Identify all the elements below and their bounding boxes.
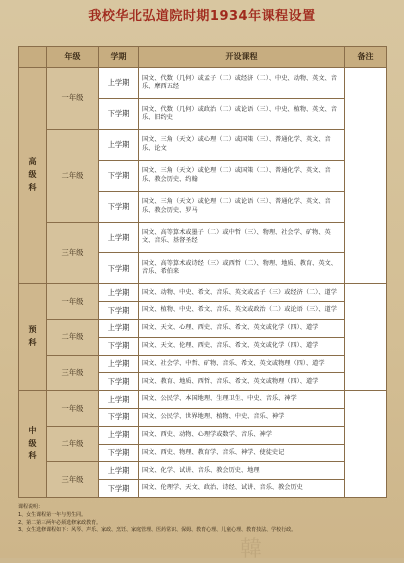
term-cell: 上学期 [99,355,139,373]
course-notes [18,504,388,535]
course-cell: 国文、代数（几何）或政治（二）或论语（三）、中史、植物、英文、音乐、旧约史 [139,98,345,129]
term-cell: 下学期 [99,408,139,426]
term-cell: 下学期 [99,373,139,391]
term-cell: 上学期 [99,284,139,302]
table-row [19,284,387,302]
grade-cell: 二年级 [47,319,99,355]
seal-stamp: 韓 [240,537,271,562]
table-row [19,391,387,409]
course-cell: 国文、植物、中史、希文、音乐、英文或政治（二）或论语（三）、道学 [139,302,345,320]
grade-cell: 二年级 [47,129,99,222]
curriculum-table-wrap [18,46,386,498]
grade-cell: 一年级 [47,391,99,427]
header-courses: 开设课程 [139,47,345,68]
table-row [19,222,387,253]
table-row [19,355,387,373]
note-item: 2、第二第三两年必须选修家政教育。 [18,519,102,526]
term-cell: 下学期 [99,98,139,129]
course-cell: 国文、西史、物理、教育学、音乐、神学、使徒史记 [139,444,345,462]
course-cell: 国文、三角（天文）或心理（二）或国策（三）、普通化学、英文、音乐、论文 [139,129,345,160]
term-cell: 下学期 [99,191,139,222]
grade-cell: 三年级 [47,355,99,391]
term-cell: 下学期 [99,302,139,320]
table-row [19,462,387,480]
course-cell: 国文、动物、中史、希文、音乐、英文或孟子（三）或经济（二）、道学 [139,284,345,302]
term-cell: 下学期 [99,480,139,498]
grade-cell: 一年级 [47,68,99,130]
note-item: 3、女生选修课程如下：风琴、声乐、家政、烹饪、家庭管理、医药常识、保姆、教育心理、儿童心理、教育技法、学校行政。 [18,527,297,534]
table-header-row [19,47,387,68]
grade-cell: 一年级 [47,284,99,320]
term-cell: 上学期 [99,68,139,99]
note-cell [345,391,387,498]
course-cell: 国文、天文、伦理、西史、音乐、希文、英文或化学（四）、道学 [139,337,345,355]
course-cell: 国文、公民学、世界地理、植物、中史、音乐、神学 [139,408,345,426]
header-grade: 年级 [47,47,99,68]
course-cell: 国文、社会学、中哲、矿物、音乐、希文、英文或物理（四）、道学 [139,355,345,373]
term-cell: 上学期 [99,129,139,160]
term-cell: 上学期 [99,462,139,480]
notes-heading: 课程说明： [18,504,44,510]
grade-cell: 二年级 [47,426,99,462]
level-preparatory: 预 科 [19,284,47,391]
level-advanced: 高 级 科 [19,68,47,284]
course-cell: 国文、高等算术或墨子（二）或中哲（三）、物理、社会学、矿物、英文、音乐、基督圣经 [139,222,345,253]
course-cell: 国文、代数（几何）或孟子（二）或经济（二）、中史、动物、英文、音乐、摩西五经 [139,68,345,99]
course-cell: 国文、西史、动物、心理学或数学、音乐、神学 [139,426,345,444]
curriculum-table [18,46,387,498]
header-level [19,47,47,68]
course-cell: 国文、伦理学、天文、政治、诗经、试讲、音乐、教会历史 [139,480,345,498]
page-title: 我校华北弘道院时期1934年课程设置 [88,9,316,24]
term-cell: 上学期 [99,222,139,253]
term-cell: 上学期 [99,426,139,444]
term-cell: 下学期 [99,253,139,284]
grade-cell: 三年级 [47,222,99,284]
course-cell: 国文、公民学、本国地理、生理卫生、中史、音乐、神学 [139,391,345,409]
term-cell: 下学期 [99,160,139,191]
table-row [19,68,387,99]
note-cell [345,284,387,391]
term-cell: 下学期 [99,444,139,462]
term-cell: 上学期 [99,391,139,409]
note-item: 1、女生课程第一年与男生同。 [18,511,87,518]
course-cell: 国文、高等算术或诗经（三）或西哲（二）、物理、地质、教育、英文、音乐、希伯来 [139,253,345,284]
course-cell: 国文、三角（天文）或伦理（二）或论语（三）、普通化学、英文、音乐、教会历史、罗马 [139,191,345,222]
level-intermediate: 中 级 科 [19,391,47,498]
table-row [19,129,387,160]
course-cell: 国文、化学、试讲、音乐、教会历史、地理 [139,462,345,480]
course-cell: 国文、教育、地质、西哲、音乐、希文、英文或物理（四）、道学 [139,373,345,391]
term-cell: 上学期 [99,319,139,337]
table-row [19,426,387,444]
table-row [19,319,387,337]
course-cell: 国文、三角（天文）或伦理（二）或国策（二）、普通化学、英文、音乐、教会历史、约翰 [139,160,345,191]
course-cell: 国文、天文、心理、西史、音乐、希文、英文或化学（四）、道学 [139,319,345,337]
term-cell: 下学期 [99,337,139,355]
note-cell [345,68,387,284]
grade-cell: 三年级 [47,462,99,498]
header-term: 学期 [99,47,139,68]
header-note: 备注 [345,47,387,68]
